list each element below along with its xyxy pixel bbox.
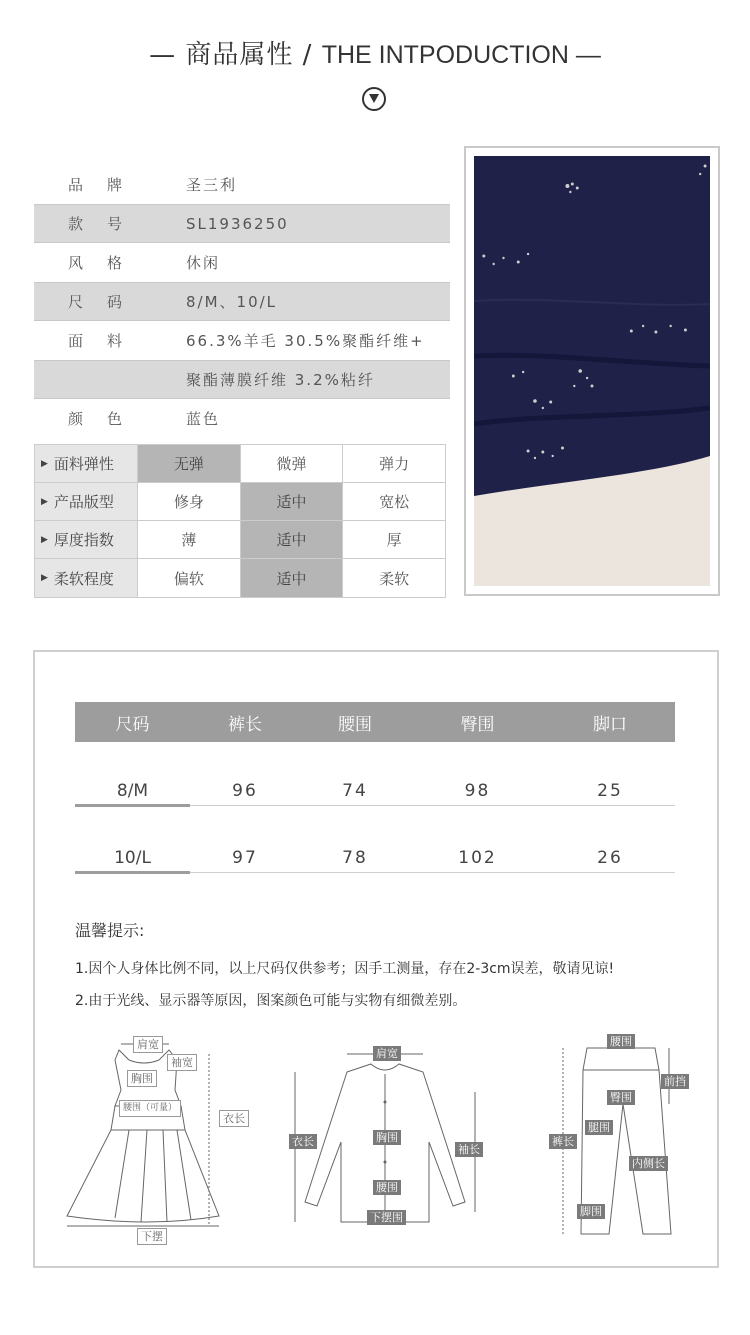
attribute-list: [34, 165, 450, 438]
rating-option: 弹力: [379, 455, 410, 473]
row-underline: [75, 871, 190, 874]
page-title: — 商品属性 / THE INTPODUCTION —: [149, 40, 601, 70]
rating-option: 适中: [241, 559, 344, 597]
tips-line: 1.因个人身体比例不同，以上尺码仅供参考；因手工测量，存在2-3cm误差，敬请见谅!: [75, 961, 615, 977]
attr-row-color: 颜色 蓝色: [34, 399, 450, 438]
size-chart-panel: [33, 650, 719, 1268]
shirt-diagram: 肩宽 衣长 胸围 袖长 腰围 下摆围: [289, 1042, 489, 1237]
rating-option: 薄: [138, 521, 241, 558]
attr-row-fabric-cont: 聚酯薄膜纤维 3.2%粘纤: [34, 360, 450, 399]
size-table-header: 尺码 裤长 腰围 臀围 脚口: [75, 702, 675, 742]
rating-option: 微弹: [241, 445, 344, 482]
rating-row-elasticity: ▶ 面料弹性 无弹 微弹 弹力: [35, 445, 445, 483]
chevron-down-icon: [362, 87, 386, 111]
rating-option: 宽松: [379, 493, 410, 511]
rating-grid: [34, 444, 446, 598]
tips-title: 温馨提示:: [75, 921, 145, 940]
table-row: 10/L 97 78 102 26: [75, 843, 675, 873]
tips-line: 2.由于光线、显示器等原因，图案颜色可能与实物有细微差别。: [75, 993, 467, 1009]
rating-option: 厚: [386, 531, 402, 549]
fabric-photo-frame: [464, 146, 720, 596]
attr-row-style: 风格 休闲: [34, 243, 450, 282]
attr-row-brand: 品牌 圣三利: [34, 165, 450, 204]
triangle-right-icon: ▶: [41, 573, 48, 583]
triangle-right-icon: ▶: [41, 534, 48, 545]
dress-sketch: [59, 1030, 259, 1245]
pants-diagram: 腰围 前挡 臀围 腿围 裤长 内侧长 脚围: [549, 1034, 709, 1244]
rating-row-fit: ▶ 产品版型 修身 适中 宽松: [35, 483, 445, 521]
tips-section: [75, 918, 695, 1017]
dress-diagram: 肩宽 胸围 袖宽 腰围（可量） 衣长 下摆: [59, 1030, 259, 1245]
triangle-right-icon: ▶: [41, 496, 48, 507]
rating-row-softness: ▶ 柔软程度 偏软 适中 柔软: [35, 559, 445, 597]
rating-option: 无弹: [138, 445, 241, 482]
rating-option: 适中: [241, 483, 344, 520]
attr-row-size: 尺码 8/M、10/L: [34, 282, 450, 321]
rating-option: 偏软: [138, 559, 241, 597]
row-underline: [75, 804, 190, 807]
attr-row-style-no: 款号 SL1936250: [34, 204, 450, 243]
triangle-right-icon: ▶: [41, 458, 48, 469]
rating-option: 柔软: [379, 569, 410, 588]
section-header: [0, 34, 750, 74]
rating-option: 修身: [138, 483, 241, 520]
attr-row-fabric: 面料 66.3%羊毛 30.5%聚酯纤维+: [34, 321, 450, 360]
fabric-photo: [474, 156, 710, 586]
rating-row-thickness: ▶ 厚度指数 薄 适中 厚: [35, 521, 445, 559]
rating-option: 适中: [241, 521, 344, 558]
table-row: 8/M 96 74 98 25: [75, 776, 675, 806]
